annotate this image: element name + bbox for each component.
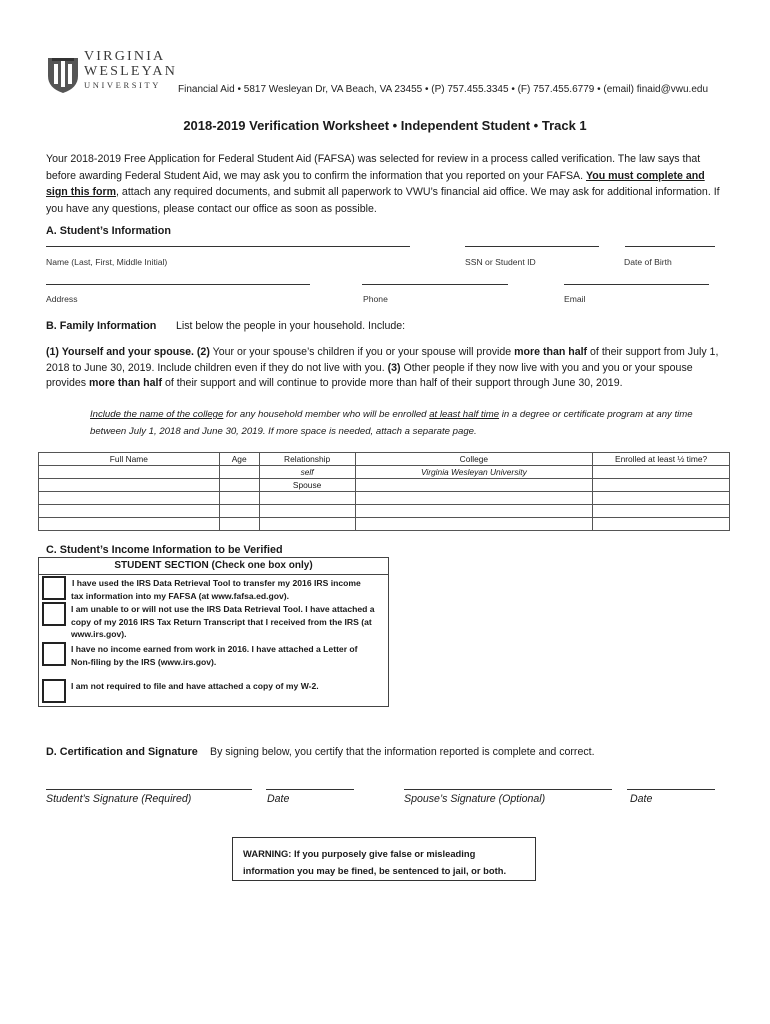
cell-relationship[interactable] — [259, 505, 355, 518]
cell-age[interactable] — [219, 479, 259, 492]
college-note: Include the name of the college for any household member who will be enrolled at least half time in a degree or certificate program at any time between July 1, 2018 and June 30, 2019. If more space is needed, attach a separate page. — [90, 409, 693, 437]
student-signature-label: Student’s Signature (Required) — [46, 793, 192, 805]
cell-name[interactable] — [39, 505, 220, 518]
date-line-1[interactable] — [266, 789, 354, 790]
cell-college[interactable] — [355, 505, 593, 518]
phone-label: Phone — [363, 294, 388, 304]
cell-college[interactable] — [355, 518, 593, 531]
cell-college: Virginia Wesleyan University — [355, 466, 593, 479]
cell-name[interactable] — [39, 492, 220, 505]
col-relationship: Relationship — [259, 453, 355, 466]
table-row — [39, 479, 730, 492]
address-label: Address — [46, 294, 78, 304]
col-college: College — [355, 453, 593, 466]
address-field-line[interactable] — [46, 284, 310, 285]
household-table — [38, 452, 730, 531]
cell-age[interactable] — [219, 518, 259, 531]
phone-field-line[interactable] — [362, 284, 508, 285]
cell-relationship[interactable] — [259, 518, 355, 531]
email-field-line[interactable] — [564, 284, 709, 285]
option-4-checkbox[interactable] — [42, 679, 66, 703]
name-label: Name (Last, First, Middle Initial) — [46, 257, 168, 267]
table-row — [39, 518, 730, 531]
cell-age[interactable] — [219, 492, 259, 505]
ssn-label: SSN or Student ID — [465, 257, 536, 267]
logo-line-2: WESLEYAN — [84, 64, 178, 79]
cell-age[interactable] — [219, 505, 259, 518]
option-2-text: I am unable to or will not use the IRS Data Retrieval Tool. I have attached a copy of my 2016 IRS Tax Return Transcript that I received from the IRS (at www.irs.gov). — [71, 604, 375, 639]
section-d-lead: By signing below, you certify that the information reported is complete and correct. — [210, 746, 595, 758]
section-b-heading: B. Family Information — [46, 320, 157, 332]
cell-relationship: self — [259, 466, 355, 479]
logo-line-3: UNIVERSITY — [84, 80, 161, 90]
table-row — [39, 492, 730, 505]
table-row — [39, 466, 730, 479]
section-d-heading: D. Certification and Signature — [46, 746, 198, 758]
dob-field-line[interactable] — [625, 246, 715, 247]
email-label: Email — [564, 294, 586, 304]
section-c-heading: C. Student’s Income Information to be Verified — [46, 544, 283, 556]
option-4-text: I am not required to file and have attached a copy of my W-2. — [71, 681, 319, 691]
cell-enrolled[interactable] — [593, 479, 730, 492]
income-options-box — [38, 557, 389, 707]
student-signature-line[interactable] — [46, 789, 252, 790]
cell-enrolled[interactable] — [593, 505, 730, 518]
name-field-line[interactable] — [46, 246, 410, 247]
table-row — [39, 505, 730, 518]
household-instructions: (1) Yourself and your spouse. (2) Your or your spouse’s children if you or your spouse will provide more than half of their support from July 1, 2018 to June 30, 2019. Include children even if they do not live with you. (3) Other people if they now live with you and you or your spouse provides more than half of their support and will continue to provide more than half of their support through June 30, 2019. — [46, 346, 719, 389]
cell-enrolled[interactable] — [593, 466, 730, 479]
option-2-checkbox[interactable] — [42, 602, 66, 626]
cell-name[interactable] — [39, 479, 220, 492]
option-1-text: I have used the IRS Data Retrieval Tool to transfer my 2016 IRS income tax information into my FAFSA (at www.fafsa.ed.gov). — [71, 578, 361, 601]
option-3-checkbox[interactable] — [42, 642, 66, 666]
col-age: Age — [219, 453, 259, 466]
household-table-header — [39, 453, 730, 466]
logo-line-1: VIRGINIA — [84, 49, 166, 64]
cell-college[interactable] — [355, 479, 593, 492]
ssn-field-line[interactable] — [465, 246, 599, 247]
contact-info: Financial Aid • 5817 Wesleyan Dr, VA Beach, VA 23455 • (P) 757.455.3345 • (F) 757.455.6779 • (email) finaid@vwu.edu — [178, 84, 709, 95]
cell-relationship: Spouse — [259, 479, 355, 492]
section-a-heading: A. Student’s Information — [46, 225, 171, 237]
cell-relationship[interactable] — [259, 492, 355, 505]
date-line-2[interactable] — [627, 789, 715, 790]
date-label-1: Date — [267, 793, 290, 805]
option-3-text: I have no income earned from work in 2016. I have attached a Letter of Non-filing by the IRS (www.irs.gov). — [71, 644, 358, 667]
cell-age[interactable] — [219, 466, 259, 479]
cell-college[interactable] — [355, 492, 593, 505]
cell-enrolled[interactable] — [593, 492, 730, 505]
university-crest-icon — [46, 54, 80, 94]
warning-box: WARNING: If you purposely give false or misleading information you may be fined, be sentenced to jail, or both. — [232, 837, 536, 881]
cell-name[interactable] — [39, 518, 220, 531]
must-complete-emphasis: You must complete and sign this form — [46, 169, 705, 198]
cell-enrolled[interactable] — [593, 518, 730, 531]
spouse-signature-label: Spouse’s Signature (Optional) — [404, 793, 546, 805]
university-logo — [46, 49, 178, 96]
col-enrolled: Enrolled at least ½ time? — [593, 453, 730, 466]
option-1-checkbox[interactable] — [42, 576, 66, 600]
student-section-header: STUDENT SECTION (Check one box only) — [39, 558, 388, 575]
intro-paragraph: Your 2018-2019 Free Application for Federal Student Aid (FAFSA) was selected for review in a process called verification. The law says that before awarding Federal Student Aid, we may ask you to confirm the information that you reported on your FAFSA. You must complete and sign this form, attach any required documents, and submit all paperwork to VWU’s financial aid office. We may ask for additional information. If you have any questions, please contact our office as soon as possible. — [46, 153, 720, 215]
section-b-lead: List below the people in your household. Include: — [176, 320, 406, 332]
col-full-name: Full Name — [39, 453, 220, 466]
page-title: 2018-2019 Verification Worksheet • Independent Student • Track 1 — [183, 118, 587, 133]
date-label-2: Date — [630, 793, 653, 805]
cell-name[interactable] — [39, 466, 220, 479]
dob-label: Date of Birth — [624, 257, 672, 267]
spouse-signature-line[interactable] — [404, 789, 612, 790]
